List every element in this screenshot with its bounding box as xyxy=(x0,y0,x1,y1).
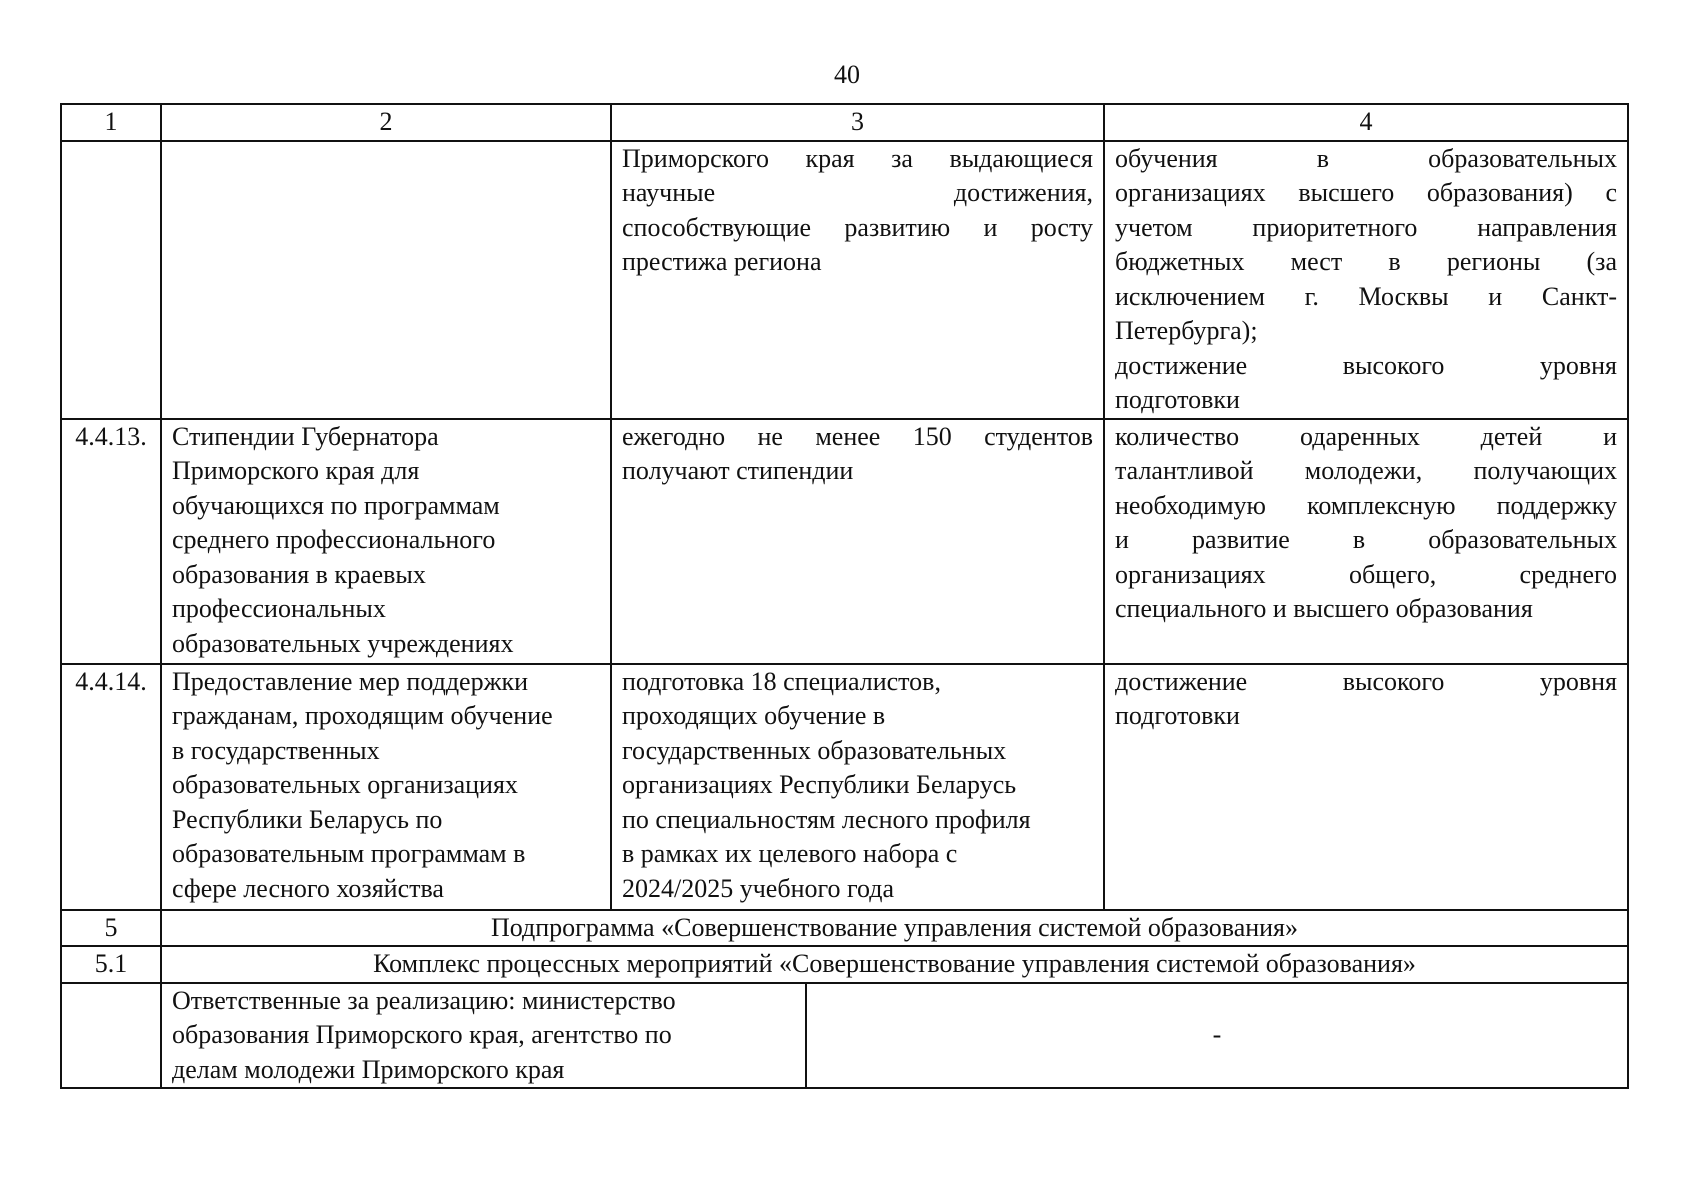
row-number: 4.4.13. xyxy=(61,419,161,664)
column-header: 2 xyxy=(161,104,611,141)
table-row xyxy=(61,664,1628,910)
cell-line: подготовки xyxy=(1115,385,1240,414)
responsible-line: образования Приморского края, агентство по xyxy=(172,1020,672,1049)
row-number xyxy=(61,141,161,419)
result-cell xyxy=(611,141,1104,419)
indicator-cell xyxy=(1104,419,1628,664)
complex-title: Комплекс процессных мероприятий «Совершенствование управления системой образования» xyxy=(161,946,1628,983)
cell-line: исключением г. Москвы и Санкт- xyxy=(1115,281,1617,311)
cell-line: в рамках их целевого набора с xyxy=(622,839,958,868)
cell-line: организациях Республики Беларусь xyxy=(622,770,1017,799)
row-number: 4.4.14. xyxy=(61,664,161,910)
cell-line: специального и высшего образования xyxy=(1115,594,1533,623)
cell-line: достижение высокого уровня xyxy=(1115,666,1617,696)
row-number: 5.1 xyxy=(61,946,161,983)
cell-line: сфере лесного хозяйства xyxy=(172,873,444,903)
cell-line: образовательных учреждениях xyxy=(172,628,514,658)
cell-line: организациях общего, среднего xyxy=(1115,559,1617,589)
cell-line: необходимую комплексную поддержку xyxy=(1115,490,1617,520)
subprogram-row xyxy=(61,910,1628,947)
cell-line: Приморского края для xyxy=(172,456,420,485)
cell-line: ежегодно не менее 150 студентов xyxy=(622,421,1093,451)
column-header: 1 xyxy=(61,104,161,141)
cell-line: Предоставление мер поддержки xyxy=(172,666,529,696)
cell-line: получают стипендии xyxy=(622,456,854,485)
cell-line: в государственных xyxy=(172,735,380,765)
table-row xyxy=(61,141,1628,419)
measure-cell xyxy=(161,419,611,664)
cell-line: обучения в образовательных xyxy=(1115,143,1617,173)
table-row xyxy=(61,419,1628,664)
cell-line: проходящих обучение в xyxy=(622,701,886,730)
header-row xyxy=(61,104,1628,141)
cell-line: государственных образовательных xyxy=(622,735,1007,765)
responsible-row xyxy=(61,983,1628,1089)
complex-row xyxy=(61,946,1628,983)
responsible-line: Ответственные за реализацию: министерство xyxy=(172,985,676,1015)
measure-cell xyxy=(161,141,611,419)
responsible-value: - xyxy=(806,983,1628,1089)
page-number: 40 xyxy=(834,60,860,89)
column-header: 3 xyxy=(611,104,1104,141)
cell-line: подготовка 18 специалистов, xyxy=(622,666,941,696)
row-number-empty xyxy=(61,983,161,1089)
program-table xyxy=(60,103,1629,1089)
cell-line: Республики Беларусь по xyxy=(172,804,443,834)
cell-line: научные достижения, xyxy=(622,178,1093,207)
indicator-cell xyxy=(1104,664,1628,910)
responsible-line: делам молодежи Приморского края xyxy=(172,1054,565,1084)
column-header: 4 xyxy=(1104,104,1628,141)
cell-line: учетом приоритетного направления xyxy=(1115,212,1617,242)
cell-line: способствующие развитию и росту xyxy=(622,212,1093,242)
cell-line: образования в краевых xyxy=(172,559,426,589)
subprogram-title: Подпрограмма «Совершенствование управления системой образования» xyxy=(161,910,1628,947)
cell-line: образовательным программам в xyxy=(172,839,526,868)
result-cell xyxy=(611,664,1104,910)
cell-line: профессиональных xyxy=(172,594,386,623)
result-cell xyxy=(611,419,1104,664)
cell-line: достижение высокого уровня xyxy=(1115,350,1617,380)
cell-line: Приморского края за выдающиеся xyxy=(622,143,1093,173)
measure-cell xyxy=(161,664,611,910)
cell-line: талантливой молодежи, получающих xyxy=(1115,456,1617,485)
cell-line: по специальностям лесного профиля xyxy=(622,804,1031,834)
row-number: 5 xyxy=(61,910,161,947)
cell-line: престижа региона xyxy=(622,247,822,276)
responsible-cell xyxy=(161,983,806,1089)
cell-line: количество одаренных детей и xyxy=(1115,421,1617,451)
cell-line: среднего профессионального xyxy=(172,525,496,554)
cell-line: Стипендии Губернатора xyxy=(172,421,439,451)
indicator-cell xyxy=(1104,141,1628,419)
cell-line: 2024/2025 учебного года xyxy=(622,873,895,903)
cell-line: бюджетных мест в регионы (за xyxy=(1115,247,1617,276)
cell-line: образовательных организациях xyxy=(172,770,518,799)
cell-line: Петербурга); xyxy=(1115,316,1258,345)
cell-line: организациях высшего образования) с xyxy=(1115,178,1617,207)
cell-line: обучающихся по программам xyxy=(172,490,500,520)
cell-line: и развитие в образовательных xyxy=(1115,525,1617,554)
cell-line: гражданам, проходящим обучение xyxy=(172,701,553,730)
cell-line: подготовки xyxy=(1115,701,1240,730)
